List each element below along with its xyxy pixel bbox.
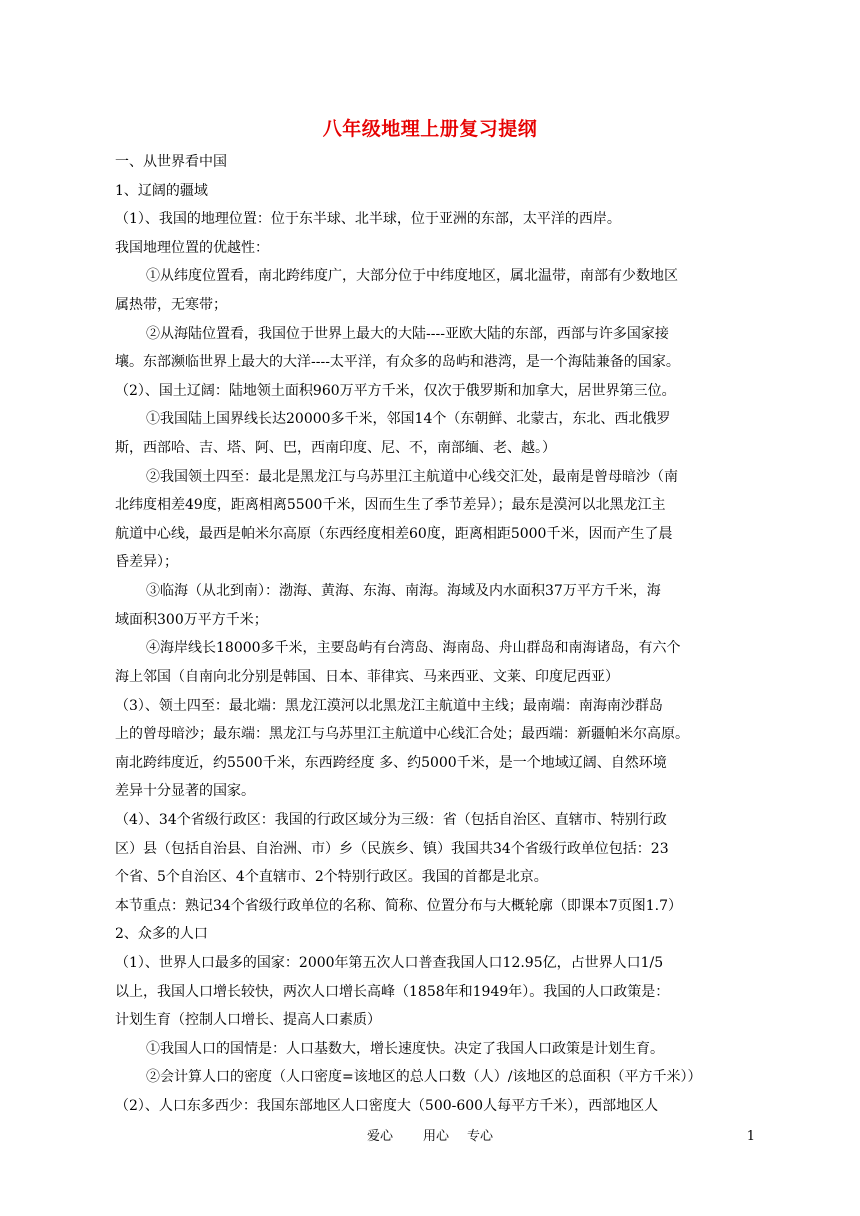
body-line: 上的曾母暗沙；最东端：黑龙江与乌苏里江主航道中心线汇合处；最西端：新疆帕米尔高原。: [115, 726, 689, 742]
body-line: ①我国人口的国情是：人口基数大，增长速度快。决定了我国人口政策是计划生育。: [146, 1041, 664, 1057]
body-line: 壤。东部濒临世界上最大的大洋----太平洋，有众多的岛屿和港湾，是一个海陆兼备的国家。: [115, 354, 680, 370]
body-line: 昏差异）；: [115, 554, 178, 570]
section-heading: 一、从世界看中国: [115, 154, 227, 170]
body-line: ②会计算人口的密度（人口密度=该地区的总人口数（人）/该地区的总面积（平方千米））: [146, 1069, 702, 1085]
body-line: （3）、领土四至：最北端：黑龙江漠河以北黑龙江主航道中主线；最南端：南海南沙群岛: [115, 698, 663, 714]
body-line: （2）、国土辽阔：陆地领土面积960万平方千米，仅次于俄罗斯和加拿大，居世界第三位。: [115, 383, 676, 399]
body-line: （1）、我国的地理位置：位于东半球、北半球，位于亚洲的东部，太平洋的西岸。: [115, 211, 621, 227]
body-line: ②我国领土四至：最北是黑龙江与乌苏里江主航道中心线交汇处，最南是曾母暗沙（南: [146, 469, 678, 485]
body-line: 区）县（包括自治县、自治洲、市）乡（民族乡、镇）我国共34个省级行政单位包括：23: [115, 841, 669, 857]
body-line: ①我国陆上国界线长达20000多千米，邻国14个（东朝鲜、北蒙古，东北、西北俄罗: [146, 411, 671, 427]
subsection-heading: 1、辽阔的疆域: [115, 183, 208, 199]
body-line: ④海岸线长18000多千米，主要岛屿有台湾岛、海南岛、舟山群岛和南海诸岛，有六个: [146, 640, 681, 656]
body-line: 北纬度相差49度，距离相离5500千米，因而生生了季节差异）；最东是漠河以北黑龙江主: [115, 497, 666, 513]
body-line: ③临海（从北到南）：渤海、黄海、东海、南海。海域及内水面积37万平方千米，海: [146, 583, 661, 599]
footer-motto: 用心: [422, 1129, 449, 1144]
body-line: 属热带，无寒带；: [115, 297, 227, 313]
body-line: 斯，西部哈、吉、塔、阿、巴，西南印度、尼、不，南部缅、老、越。）: [115, 440, 556, 456]
body-line: ②从海陆位置看，我国位于世界上最大的大陆----亚欧大陆的东部，西部与许多国家接: [146, 326, 669, 342]
key-point-line: 本节重点：熟记34个省级行政单位的名称、简称、位置分布与大概轮廓（即课本7页图1.7）: [115, 898, 682, 914]
body-line: ①从纬度位置看，南北跨纬度广，大部分位于中纬度地区，属北温带，南部有少数地区: [146, 268, 678, 284]
body-line: 计划生育（控制人口增长、提高人口素质）: [115, 1012, 381, 1028]
body-line: （2）、人口东多西少：我国东部地区人口密度大（500-600人每平方千米），西部地区人: [115, 1098, 659, 1114]
body-line: 我国地理位置的优越性：: [115, 240, 269, 256]
body-line: （1）、世界人口最多的国家：2000年第五次人口普查我国人口12.95亿，占世界人口1/5: [115, 955, 664, 971]
footer-motto: 专心: [467, 1129, 494, 1144]
body-line: 航道中心线，最西是帕米尔高原（东西经度相差60度，距离相距5000千米，因而产生了晨: [115, 526, 673, 542]
body-line: 差异十分显著的国家。: [115, 783, 255, 799]
document-title: 八年级地理上册复习提纲: [322, 118, 538, 140]
body-line: 个省、5个自治区、4个直辖市、2个特别行政区。我国的首都是北京。: [115, 869, 548, 885]
body-line: （4）、34个省级行政区：我国的行政区域分为三级：省（包括自治区、直辖市、特别行政: [115, 812, 667, 828]
body-line: 海上邻国（自南向北分别是韩国、日本、菲律宾、马来西亚、文莱、印度尼西亚）: [115, 669, 619, 685]
subsection-heading: 2、众多的人口: [115, 926, 208, 942]
footer-motto: 爱心: [366, 1129, 393, 1144]
body-line: 南北跨纬度近，约5500千米，东西跨经度 多、约5000千米，是一个地域辽阔、自然环境: [115, 755, 667, 771]
page-number: 1: [746, 1129, 755, 1144]
body-line: 域面积300万平方千米；: [115, 612, 268, 628]
body-line: 以上，我国人口增长较快，两次人口增长高峰（1858年和1949年）。我国的人口政策是：: [115, 984, 670, 1000]
